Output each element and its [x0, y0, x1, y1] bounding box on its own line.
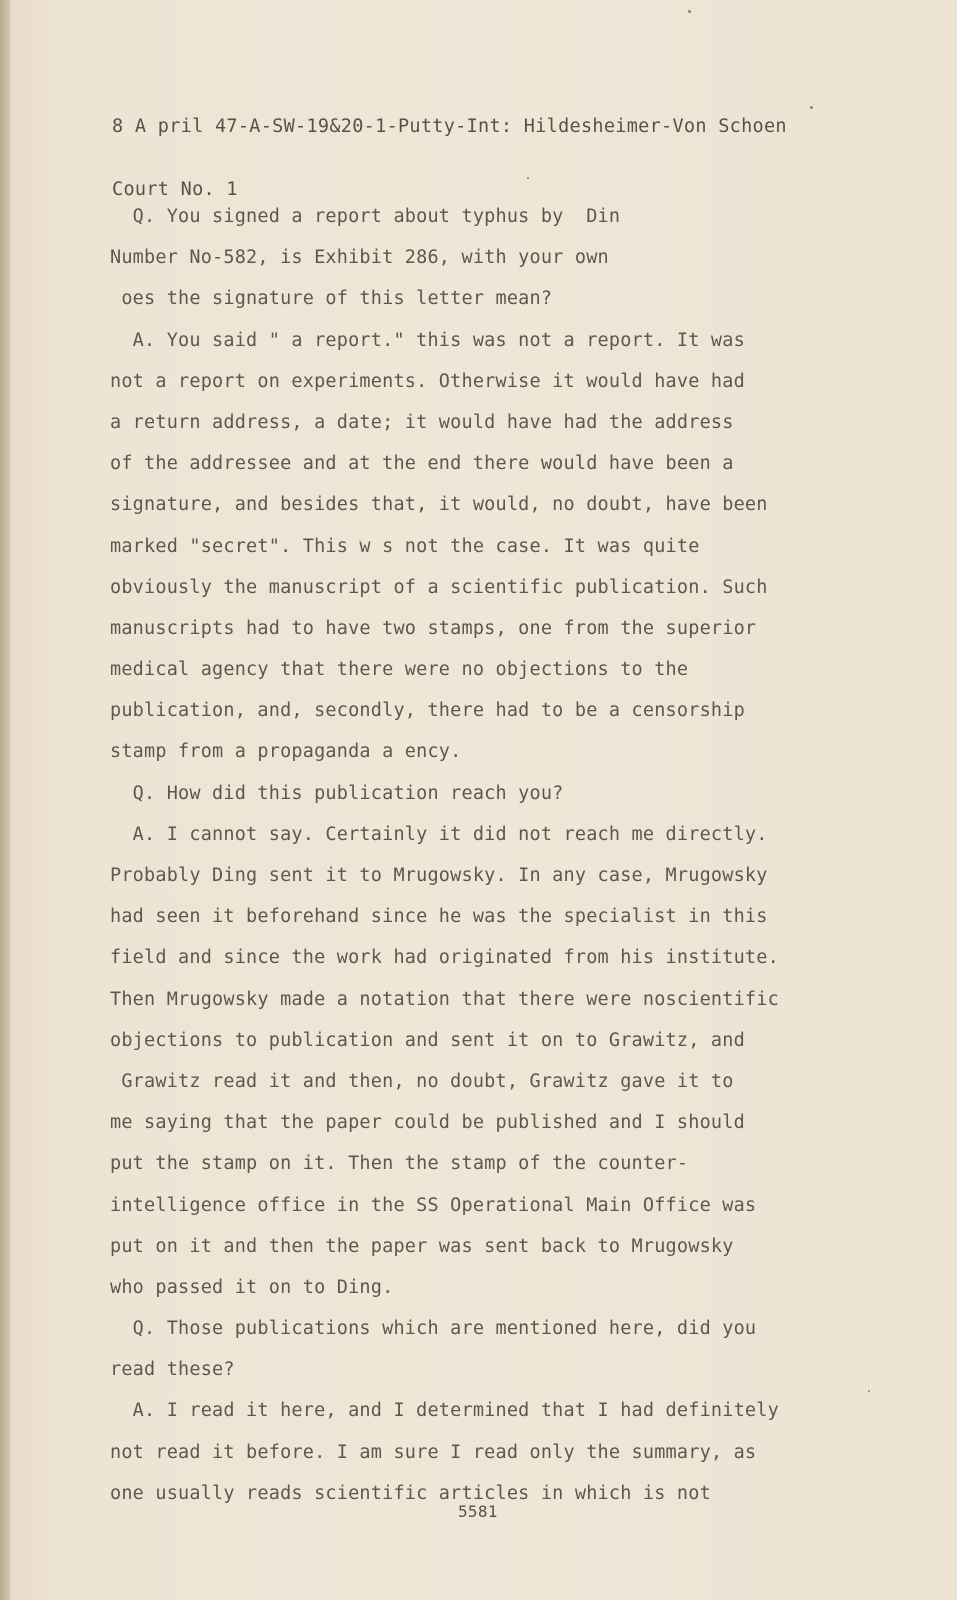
text-line: Number No-582, is Exhibit 286, with your own: [110, 247, 609, 269]
text-line: publication, and, secondly, there had to be a censorship: [110, 700, 745, 722]
text-line: of the addressee and at the end there would have been a: [110, 453, 734, 475]
text-line: who passed it on to Ding.: [110, 1276, 394, 1298]
header-line-2: Court No. 1: [112, 179, 238, 200]
text-line: me saying that the paper could be published and I should: [110, 1112, 745, 1134]
text-line: stamp from a propaganda a ency.: [110, 741, 462, 763]
paper-speck: [810, 106, 813, 109]
text-line: Then Mrugowsky made a notation that there were noscientific: [110, 988, 779, 1010]
text-line: read these?: [110, 1359, 235, 1381]
text-line: put on it and then the paper was sent back to Mrugowsky: [110, 1235, 734, 1257]
text-line: signature, and besides that, it would, no doubt, have been: [110, 494, 768, 516]
text-line: obviously the manuscript of a scientific publication. Such: [110, 576, 768, 598]
text-line: not a report on experiments. Otherwise it would have had: [110, 370, 745, 392]
text-line: medical agency that there were no objections to the: [110, 659, 689, 681]
text-line: one usually reads scientific articles in which is not: [110, 1482, 711, 1504]
text-line: A. I cannot say. Certainly it did not reach me directly.: [110, 823, 768, 845]
text-line: Q. How did this publication reach you?: [110, 782, 564, 804]
page-left-edge: [0, 0, 10, 1600]
text-line: manuscripts had to have two stamps, one from the superior: [110, 617, 757, 639]
text-line: Q. You signed a report about typhus by Din: [110, 206, 621, 227]
paper-speck: [868, 1390, 870, 1392]
text-line: marked "secret". This w s not the case. It was quite: [110, 535, 700, 557]
text-line: Probably Ding sent it to Mrugowsky. In any case, Mrugowsky: [110, 865, 768, 886]
text-line: A. I read it here, and I determined that I had definitely: [110, 1400, 779, 1422]
text-line: put the stamp on it. Then the stamp of the counter-: [110, 1153, 689, 1175]
text-line: Grawitz read it and then, no doubt, Grawitz gave it to: [110, 1070, 734, 1092]
text-line: objections to publication and sent it on to Grawitz, and: [110, 1029, 745, 1051]
page-number: 5581: [458, 1502, 498, 1521]
header-line-1: 8 A pril 47-A-SW-19&20-1-Putty-Int: Hildesheimer-Von Schoen: [112, 116, 787, 137]
text-line: oes the signature of this letter mean?: [110, 288, 553, 310]
text-line: had seen it beforehand since he was the specialist in this: [110, 906, 768, 928]
text-line: intelligence office in the SS Operational Main Office was: [110, 1194, 757, 1216]
transcript-body: [110, 196, 840, 1514]
paper-speck: [527, 177, 529, 179]
text-line: A. You said " a report." this was not a report. It was: [110, 329, 745, 351]
paper-speck: [688, 10, 691, 13]
text-line: not read it before. I am sure I read only the summary, as: [110, 1441, 757, 1463]
text-line: Q. Those publications which are mentioned here, did you: [110, 1318, 757, 1340]
text-line: field and since the work had originated from his institute.: [110, 947, 779, 969]
text-line: a return address, a date; it would have had the address: [110, 411, 734, 433]
